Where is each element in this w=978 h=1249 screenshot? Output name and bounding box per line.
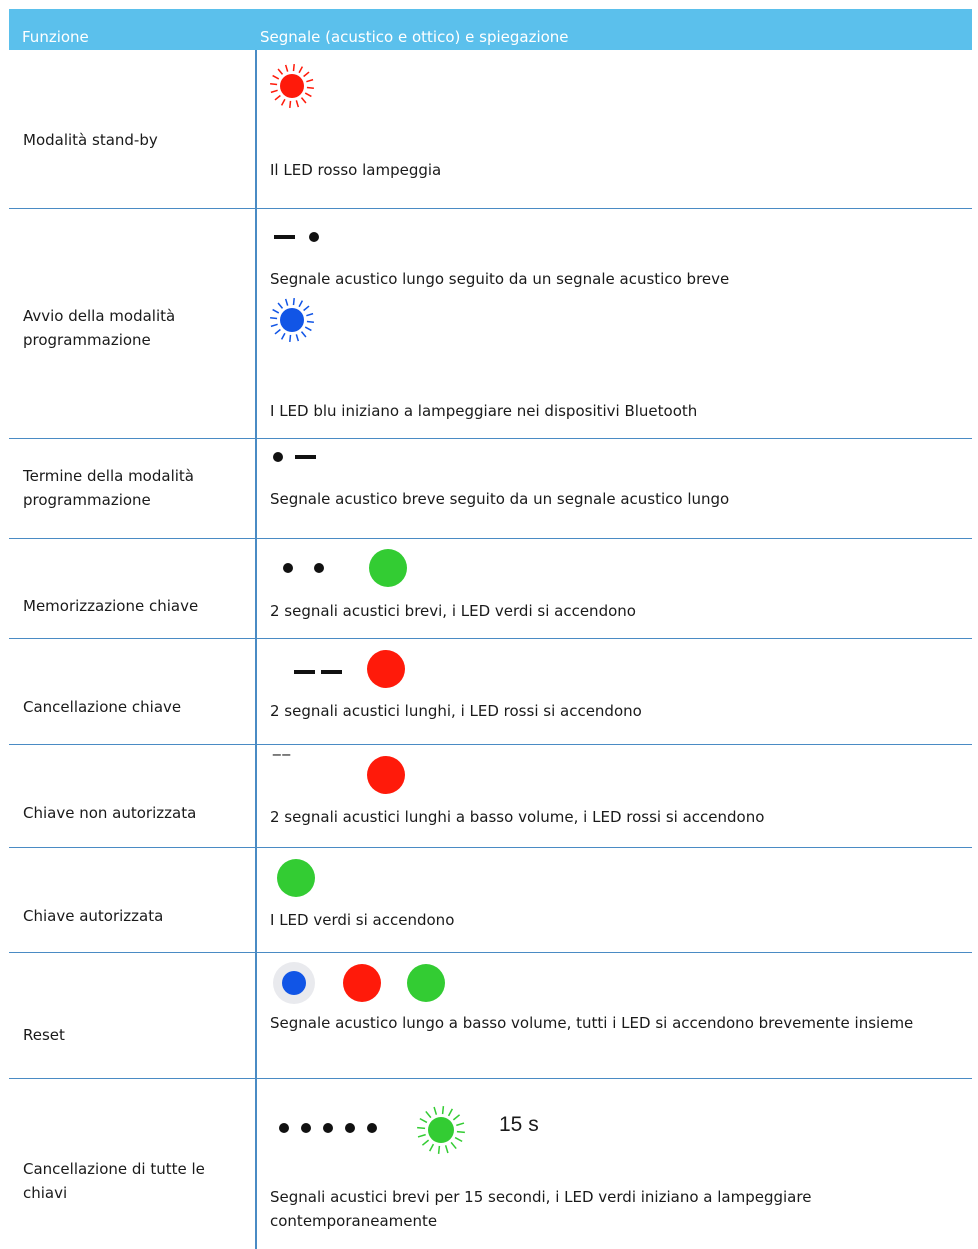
signal-text: Segnale acustico lungo a basso volume, tutti i LED si accendono brevemente insieme bbox=[270, 1014, 914, 1032]
function-label: Termine della modalità programmazione bbox=[23, 467, 194, 509]
short-beep-icon bbox=[309, 232, 319, 242]
table-row bbox=[9, 539, 972, 639]
table-row bbox=[9, 1079, 972, 1249]
function-label: Memorizzazione chiave bbox=[23, 597, 199, 615]
function-label: Chiave non autorizzata bbox=[23, 804, 197, 822]
signal-text: 2 segnali acustici lunghi, i LED rossi si accendono bbox=[270, 702, 642, 720]
signal-text: Segnali acustici brevi per 15 secondi, i LED verdi iniziano a lampeggiare contemporaneamente bbox=[270, 1188, 812, 1230]
long-beep-icon bbox=[321, 670, 342, 674]
function-label: Chiave autorizzata bbox=[23, 907, 164, 925]
table-row bbox=[9, 639, 972, 745]
green-led-icon bbox=[369, 549, 407, 587]
green-led-icon bbox=[407, 964, 445, 1002]
signal-text: Il LED rosso lampeggia bbox=[270, 161, 442, 179]
short-beep-icon bbox=[279, 1123, 289, 1133]
blue-led-icon bbox=[273, 962, 315, 1004]
header-signal: Segnale (acustico e ottico) e spiegazione bbox=[260, 28, 569, 46]
short-beep-icon bbox=[323, 1123, 333, 1133]
red-flashing-led-icon bbox=[269, 63, 315, 109]
short-beep-icon bbox=[345, 1123, 355, 1133]
signal-text: Segnale acustico lungo seguito da un segnale acustico breve bbox=[270, 270, 730, 288]
long-beep-icon bbox=[294, 670, 315, 674]
duration-label: 15 s bbox=[499, 1113, 539, 1136]
table-row bbox=[9, 745, 972, 848]
red-led-icon bbox=[367, 756, 405, 794]
table-row bbox=[9, 953, 972, 1079]
short-beep-icon bbox=[367, 1123, 377, 1133]
signal-text: 2 segnali acustici lunghi a basso volume, i LED rossi si accendono bbox=[270, 808, 765, 826]
blue-flashing-led-icon bbox=[269, 297, 315, 343]
function-label: Cancellazione di tutte le chiavi bbox=[23, 1160, 205, 1202]
function-label: Reset bbox=[23, 1026, 65, 1044]
table-header bbox=[9, 9, 972, 50]
long-beep-icon bbox=[274, 235, 295, 239]
table-row bbox=[9, 209, 972, 439]
short-beep-icon bbox=[301, 1123, 311, 1133]
table-row bbox=[9, 439, 972, 539]
short-beep-icon bbox=[314, 563, 324, 573]
green-led-icon bbox=[277, 859, 315, 897]
signal-text: Segnale acustico breve seguito da un segnale acustico lungo bbox=[270, 490, 730, 508]
signal-text: I LED blu iniziano a lampeggiare nei dispositivi Bluetooth bbox=[270, 402, 698, 420]
table-row bbox=[9, 848, 972, 953]
signal-text: I LED verdi si accendono bbox=[270, 911, 455, 929]
red-led-icon bbox=[343, 964, 381, 1002]
signal-table bbox=[9, 9, 972, 1249]
signal-text: 2 segnali acustici brevi, i LED verdi si accendono bbox=[270, 602, 636, 620]
long-beep-icon bbox=[295, 455, 316, 459]
red-led-icon bbox=[367, 650, 405, 688]
function-label: Modalità stand-by bbox=[23, 131, 158, 149]
low-volume-beeps-icon: ‒‒ bbox=[272, 745, 292, 763]
table-row bbox=[9, 50, 972, 209]
short-beep-icon bbox=[273, 452, 283, 462]
header-function: Funzione bbox=[22, 28, 89, 46]
green-flashing-led-icon bbox=[416, 1105, 466, 1155]
function-label: Avvio della modalità programmazione bbox=[23, 307, 176, 349]
function-label: Cancellazione chiave bbox=[23, 698, 182, 716]
short-beep-icon bbox=[283, 563, 293, 573]
